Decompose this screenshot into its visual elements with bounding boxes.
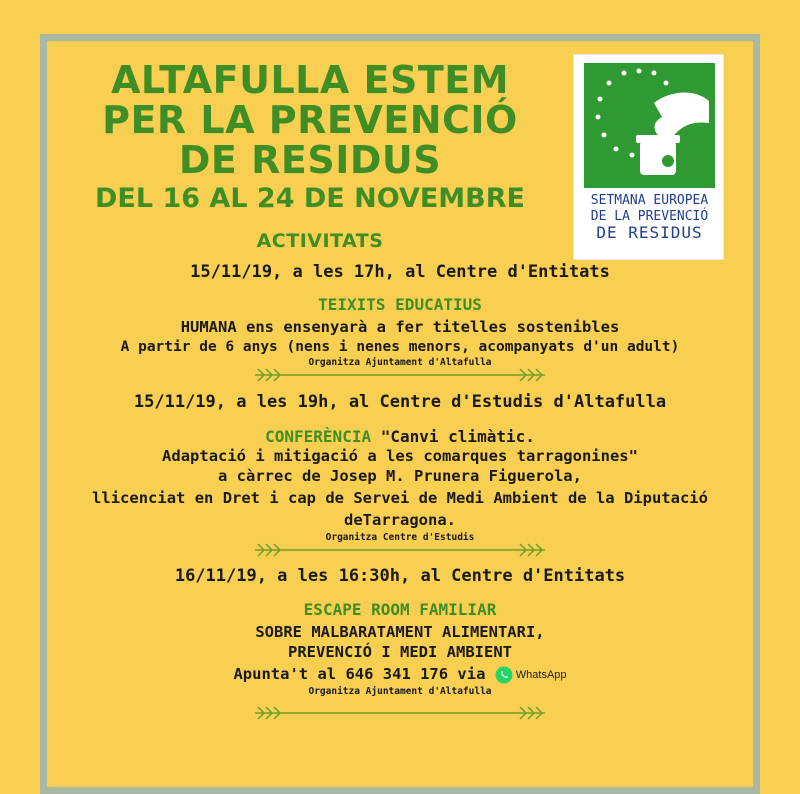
logo-green-panel	[584, 63, 715, 188]
event-2-line-1: Adaptació i mitigació a les comarques tarragonines"	[162, 447, 638, 465]
event-1-heading: TEIXITS EDUCATIUS	[318, 295, 482, 314]
event-3-contact: Apunta't al 646 341 176 via	[233, 665, 486, 683]
event-2-line-4: deTarragona.	[344, 511, 456, 529]
event-1-organizer: Organitza Ajuntament d'Altafulla	[308, 357, 492, 368]
dates-line: DEL 16 AL 24 DE NOVEMBRE	[94, 183, 525, 214]
event-3-line-2: PREVENCIÓ I MEDI AMBIENT	[288, 643, 512, 661]
logo-line-1: SETMANA EUROPEA	[590, 193, 709, 208]
leaf-divider-2	[250, 541, 550, 559]
hand-dropping-bin-icon	[584, 63, 715, 188]
event-2-date: 15/11/19, a les 19h, al Centre d'Estudis d'Altafulla	[133, 392, 667, 412]
title-line-3: DE RESIDUS	[178, 138, 442, 182]
section-heading: ACTIVITATS	[256, 230, 384, 252]
logo-line-3: DE RESIDUS	[596, 223, 703, 242]
event-1-line-2: A partir de 6 anys (nens i nenes menors, acompanyats d'un adult)	[120, 339, 680, 355]
leaf-divider-1	[250, 366, 550, 384]
whatsapp-label: WhatsApp	[515, 668, 567, 681]
event-1-line-1: HUMANA ens ensenyarà a fer titelles sostenibles	[180, 318, 620, 336]
whatsapp-badge[interactable]	[495, 665, 567, 685]
title-block	[70, 60, 550, 214]
event-1-date: 15/11/19, a les 17h, al Centre d'Entitats	[190, 262, 610, 282]
event-2-heading: CONFERÈNCIA	[265, 427, 372, 446]
event-3-line-1: SOBRE MALBARATAMENT ALIMENTARI,	[255, 623, 545, 641]
title-line-2: PER LA PREVENCIÓ	[102, 98, 518, 142]
title-line-1: ALTAFULLA ESTEM	[110, 58, 510, 102]
event-3-contact-row	[60, 664, 740, 685]
logo-line-2: DE LA PREVENCIÓ	[590, 209, 709, 224]
event-2-line-3: llicenciat en Dret i cap de Servei de Medi Ambient de la Diputació	[92, 489, 708, 507]
event-2-organizer: Organitza Centre d'Estudis	[325, 532, 475, 543]
event-3-heading: ESCAPE ROOM FAMILIAR	[303, 600, 497, 619]
whatsapp-icon	[495, 666, 513, 684]
event-2-heading-rest: "Canvi climàtic.	[380, 427, 535, 446]
leaf-divider-3	[250, 704, 550, 722]
event-2-line-2: a càrrec de Josep M. Prunera Figuerola,	[218, 467, 582, 485]
event-2-heading-row	[60, 427, 740, 447]
event-3-date: 16/11/19, a les 16:30h, al Centre d'Entitats	[174, 566, 626, 586]
event-3-organizer: Organitza Ajuntament d'Altafulla	[308, 686, 492, 697]
